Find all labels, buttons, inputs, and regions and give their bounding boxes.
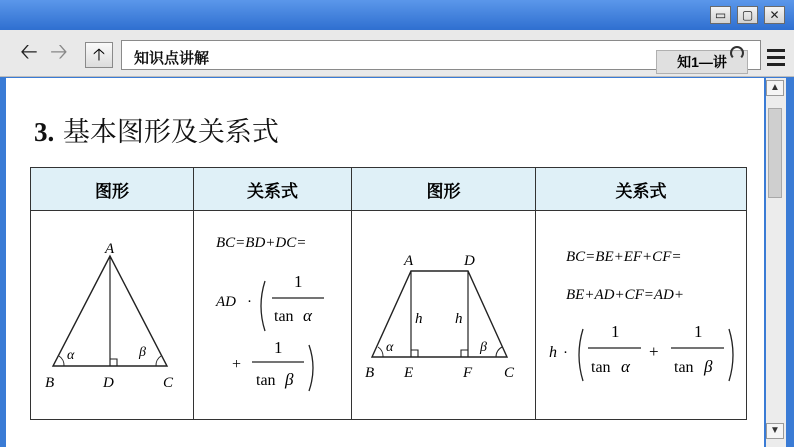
arrow-left-icon: 🡠: [20, 39, 38, 64]
back-button[interactable]: [20, 40, 38, 64]
formula2-line1: BC=BE+EF+CF=: [566, 249, 682, 265]
formula-table: [30, 167, 747, 420]
search-icon[interactable]: [730, 46, 744, 60]
label-E: E: [404, 365, 414, 381]
label-B: B: [365, 365, 375, 381]
scroll-thumb[interactable]: [768, 108, 782, 198]
formula2-line2: BE+AD+CF=AD+: [566, 287, 684, 303]
table-header-row: [31, 168, 747, 211]
label-D: D: [103, 375, 114, 391]
trapezoid-cell: [352, 211, 536, 420]
label-C: C: [163, 375, 174, 391]
formula1-dot: ·: [247, 294, 252, 310]
heading-number: 3.: [34, 117, 55, 147]
formula2-one-b: 1: [694, 322, 703, 341]
formula2-tan-a: tan: [591, 359, 611, 376]
header-formula-1: 关系式: [194, 168, 352, 211]
label-beta: β: [139, 345, 146, 360]
hamburger-menu-icon[interactable]: [767, 49, 785, 70]
page-title: [34, 110, 279, 149]
formula2-one-a: 1: [611, 322, 620, 341]
label-h2: h: [455, 311, 463, 327]
formula-2: [536, 211, 746, 414]
section-chip[interactable]: 知1—讲: [656, 50, 748, 74]
forward-button[interactable]: [50, 40, 68, 64]
label-C: C: [504, 365, 515, 381]
header-figure-1: 图形: [31, 168, 194, 211]
formula2-tan-b: tan: [674, 359, 694, 376]
label-h1: h: [415, 311, 423, 327]
isosceles-triangle-diagram: [31, 211, 193, 414]
label-D: D: [464, 253, 475, 269]
heading-text: 基本图形及关系式: [62, 117, 279, 148]
address-text: 知识点讲解: [134, 50, 210, 67]
scroll-down-button[interactable]: ▼: [766, 423, 784, 439]
formula2-alpha: α: [621, 357, 630, 376]
label-A: A: [404, 253, 414, 269]
formula1-beta: β: [285, 370, 294, 389]
formula-cell-1: [194, 211, 352, 420]
formula2-plus: +: [649, 342, 659, 361]
header-figure-2: 图形: [352, 168, 536, 211]
label-F: F: [463, 365, 473, 381]
label-B: B: [45, 375, 55, 391]
formula2-dot: ·: [563, 345, 568, 361]
document-content: [6, 78, 764, 447]
label-alpha: α: [386, 340, 394, 355]
label-alpha: α: [67, 348, 75, 363]
formula-1: [194, 211, 351, 414]
formula1-one-a: 1: [294, 272, 303, 291]
formula2-h: h: [549, 344, 557, 361]
header-formula-2: 关系式: [536, 168, 747, 211]
scroll-up-button[interactable]: ▲: [766, 80, 784, 96]
table-row: [31, 211, 747, 420]
maximize-button[interactable]: ▢: [737, 6, 758, 24]
formula-cell-2: [536, 211, 747, 420]
formula1-plus: +: [232, 356, 242, 373]
up-button[interactable]: [85, 42, 113, 68]
triangle-cell: [31, 211, 194, 420]
trapezoid-diagram: [352, 211, 535, 414]
formula1-tan-a: tan: [274, 308, 294, 325]
window-title-bar: [0, 0, 794, 30]
label-A: A: [105, 241, 115, 257]
formula1-alpha: α: [303, 306, 312, 325]
formula2-beta: β: [704, 357, 713, 376]
formula1-line1: BC=BD+DC=: [216, 235, 307, 251]
label-beta: β: [480, 340, 487, 355]
minimize-button[interactable]: ▭: [710, 6, 731, 24]
arrow-right-icon: 🡢: [50, 39, 68, 64]
formula1-tan-b: tan: [256, 372, 276, 389]
close-button[interactable]: ✕: [764, 6, 785, 24]
formula1-one-b: 1: [274, 338, 283, 357]
arrow-up-icon: 🡡: [92, 45, 106, 64]
vertical-scrollbar[interactable]: [766, 78, 786, 447]
formula1-ad: AD: [216, 294, 236, 310]
